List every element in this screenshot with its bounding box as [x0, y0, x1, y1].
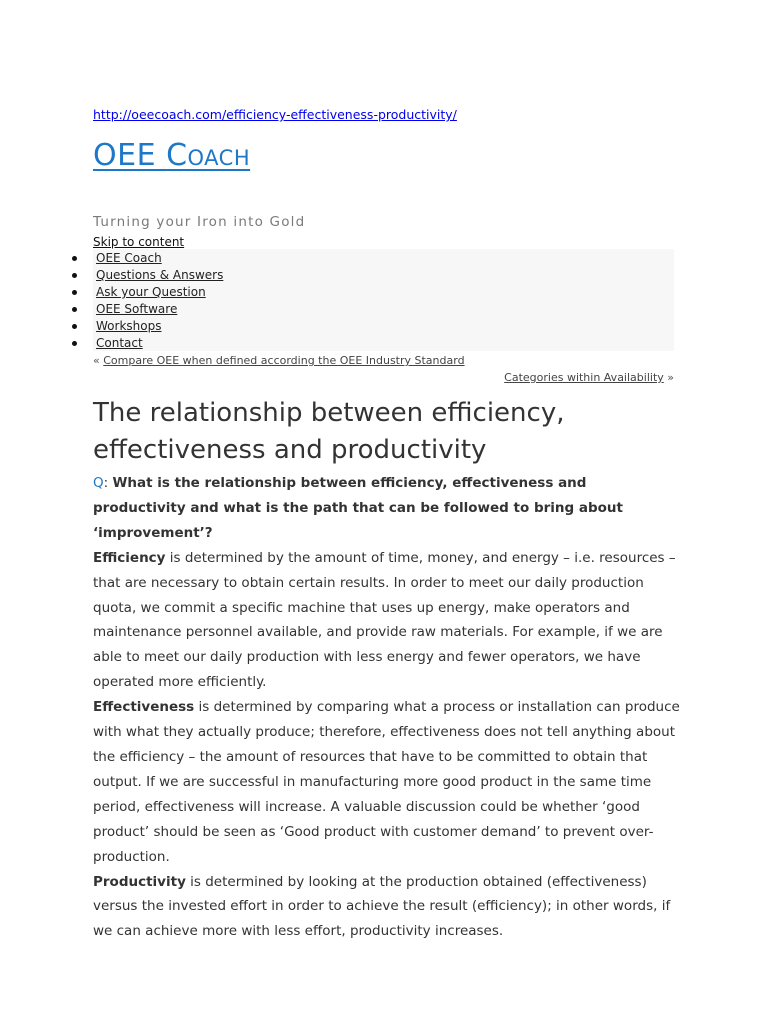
bullet-icon	[72, 341, 77, 346]
effectiveness-paragraph	[93, 695, 683, 869]
efficiency-paragraph	[93, 546, 683, 695]
logo-text-coach: Coach	[166, 138, 251, 173]
nav-item-ask-question[interactable]	[96, 284, 206, 301]
bullet-icon	[72, 290, 77, 295]
question-paragraph	[93, 471, 683, 546]
next-post-link[interactable]: Categories within Availability	[504, 371, 664, 384]
nav-item-label: Ask your Question	[96, 285, 206, 299]
logo-text-oee: OEE	[93, 138, 167, 173]
site-tagline: Turning your Iron into Gold	[93, 214, 306, 230]
main-navigation	[93, 249, 674, 351]
next-arrow: »	[663, 371, 674, 384]
nav-item-label: OEE Software	[96, 302, 178, 316]
bullet-icon	[72, 273, 77, 278]
previous-post-nav	[93, 354, 465, 367]
question-colon: :	[103, 475, 113, 491]
article-content	[93, 471, 683, 944]
productivity-paragraph	[93, 870, 683, 945]
previous-post-link[interactable]: Compare OEE when defined according the OEE Industry Standard	[103, 354, 465, 367]
source-url-link[interactable]: http://oeecoach.com/efficiency-effectiveness-productivity/	[93, 107, 457, 122]
article-title: The relationship between efficiency, effectiveness and productivity	[93, 398, 565, 465]
prev-arrow: «	[93, 354, 104, 367]
nav-item-questions-answers[interactable]	[96, 267, 223, 284]
bullet-icon	[72, 307, 77, 312]
nav-item-label: OEE Coach	[96, 251, 162, 265]
nav-item-workshops[interactable]	[96, 318, 161, 335]
nav-item-label: Contact	[96, 336, 143, 350]
term-effectiveness: Effectiveness	[93, 699, 195, 716]
term-productivity: Productivity	[93, 873, 186, 890]
term-efficiency: Efficiency	[93, 549, 166, 566]
nav-item-oee-software[interactable]	[96, 301, 177, 318]
efficiency-text: is determined by the amount of time, money, and energy – i.e. resources – that are necessary to obtain certain results. In order to meet our daily production quota, we commit a specific machine that uses up energy, make operators and maintenance personnel available, and provide raw materials. For example, if we are able to meet our daily production with less energy and fewer operators, we have operated more efficiently.	[93, 549, 676, 691]
nav-item-contact[interactable]	[96, 335, 143, 352]
question-label: Q	[93, 475, 104, 491]
skip-to-content-link[interactable]: Skip to content	[93, 235, 185, 249]
next-post-nav	[504, 371, 674, 384]
nav-item-label: Workshops	[96, 319, 162, 333]
bullet-icon	[72, 324, 77, 329]
bullet-icon	[72, 256, 77, 261]
nav-item-label: Questions & Answers	[96, 268, 224, 282]
effectiveness-text: is determined by comparing what a process or installation can produce with what they actually produce; therefore, effectiveness does not tell anything about the efficiency – the amount of resources that have to be committed to obtain that output. If we are successful in manufacturing more good product in the same time period, effectiveness will increase. A valuable discussion could be whether ‘good product’ should be seen as ‘Good product with customer demand’ to prevent over-production.	[93, 699, 680, 865]
productivity-text: is determined by looking at the production obtained (effectiveness) versus the invested effort in order to achieve the result (efficiency); in other words, if we can achieve more with less effort, productivity increases.	[93, 873, 671, 940]
site-logo[interactable]	[93, 138, 250, 173]
question-text: What is the relationship between efficiency, effectiveness and productivity and what is the path that can be followed to bring about ‘improvement’?	[93, 475, 623, 541]
nav-item-oee-coach[interactable]	[96, 250, 162, 267]
